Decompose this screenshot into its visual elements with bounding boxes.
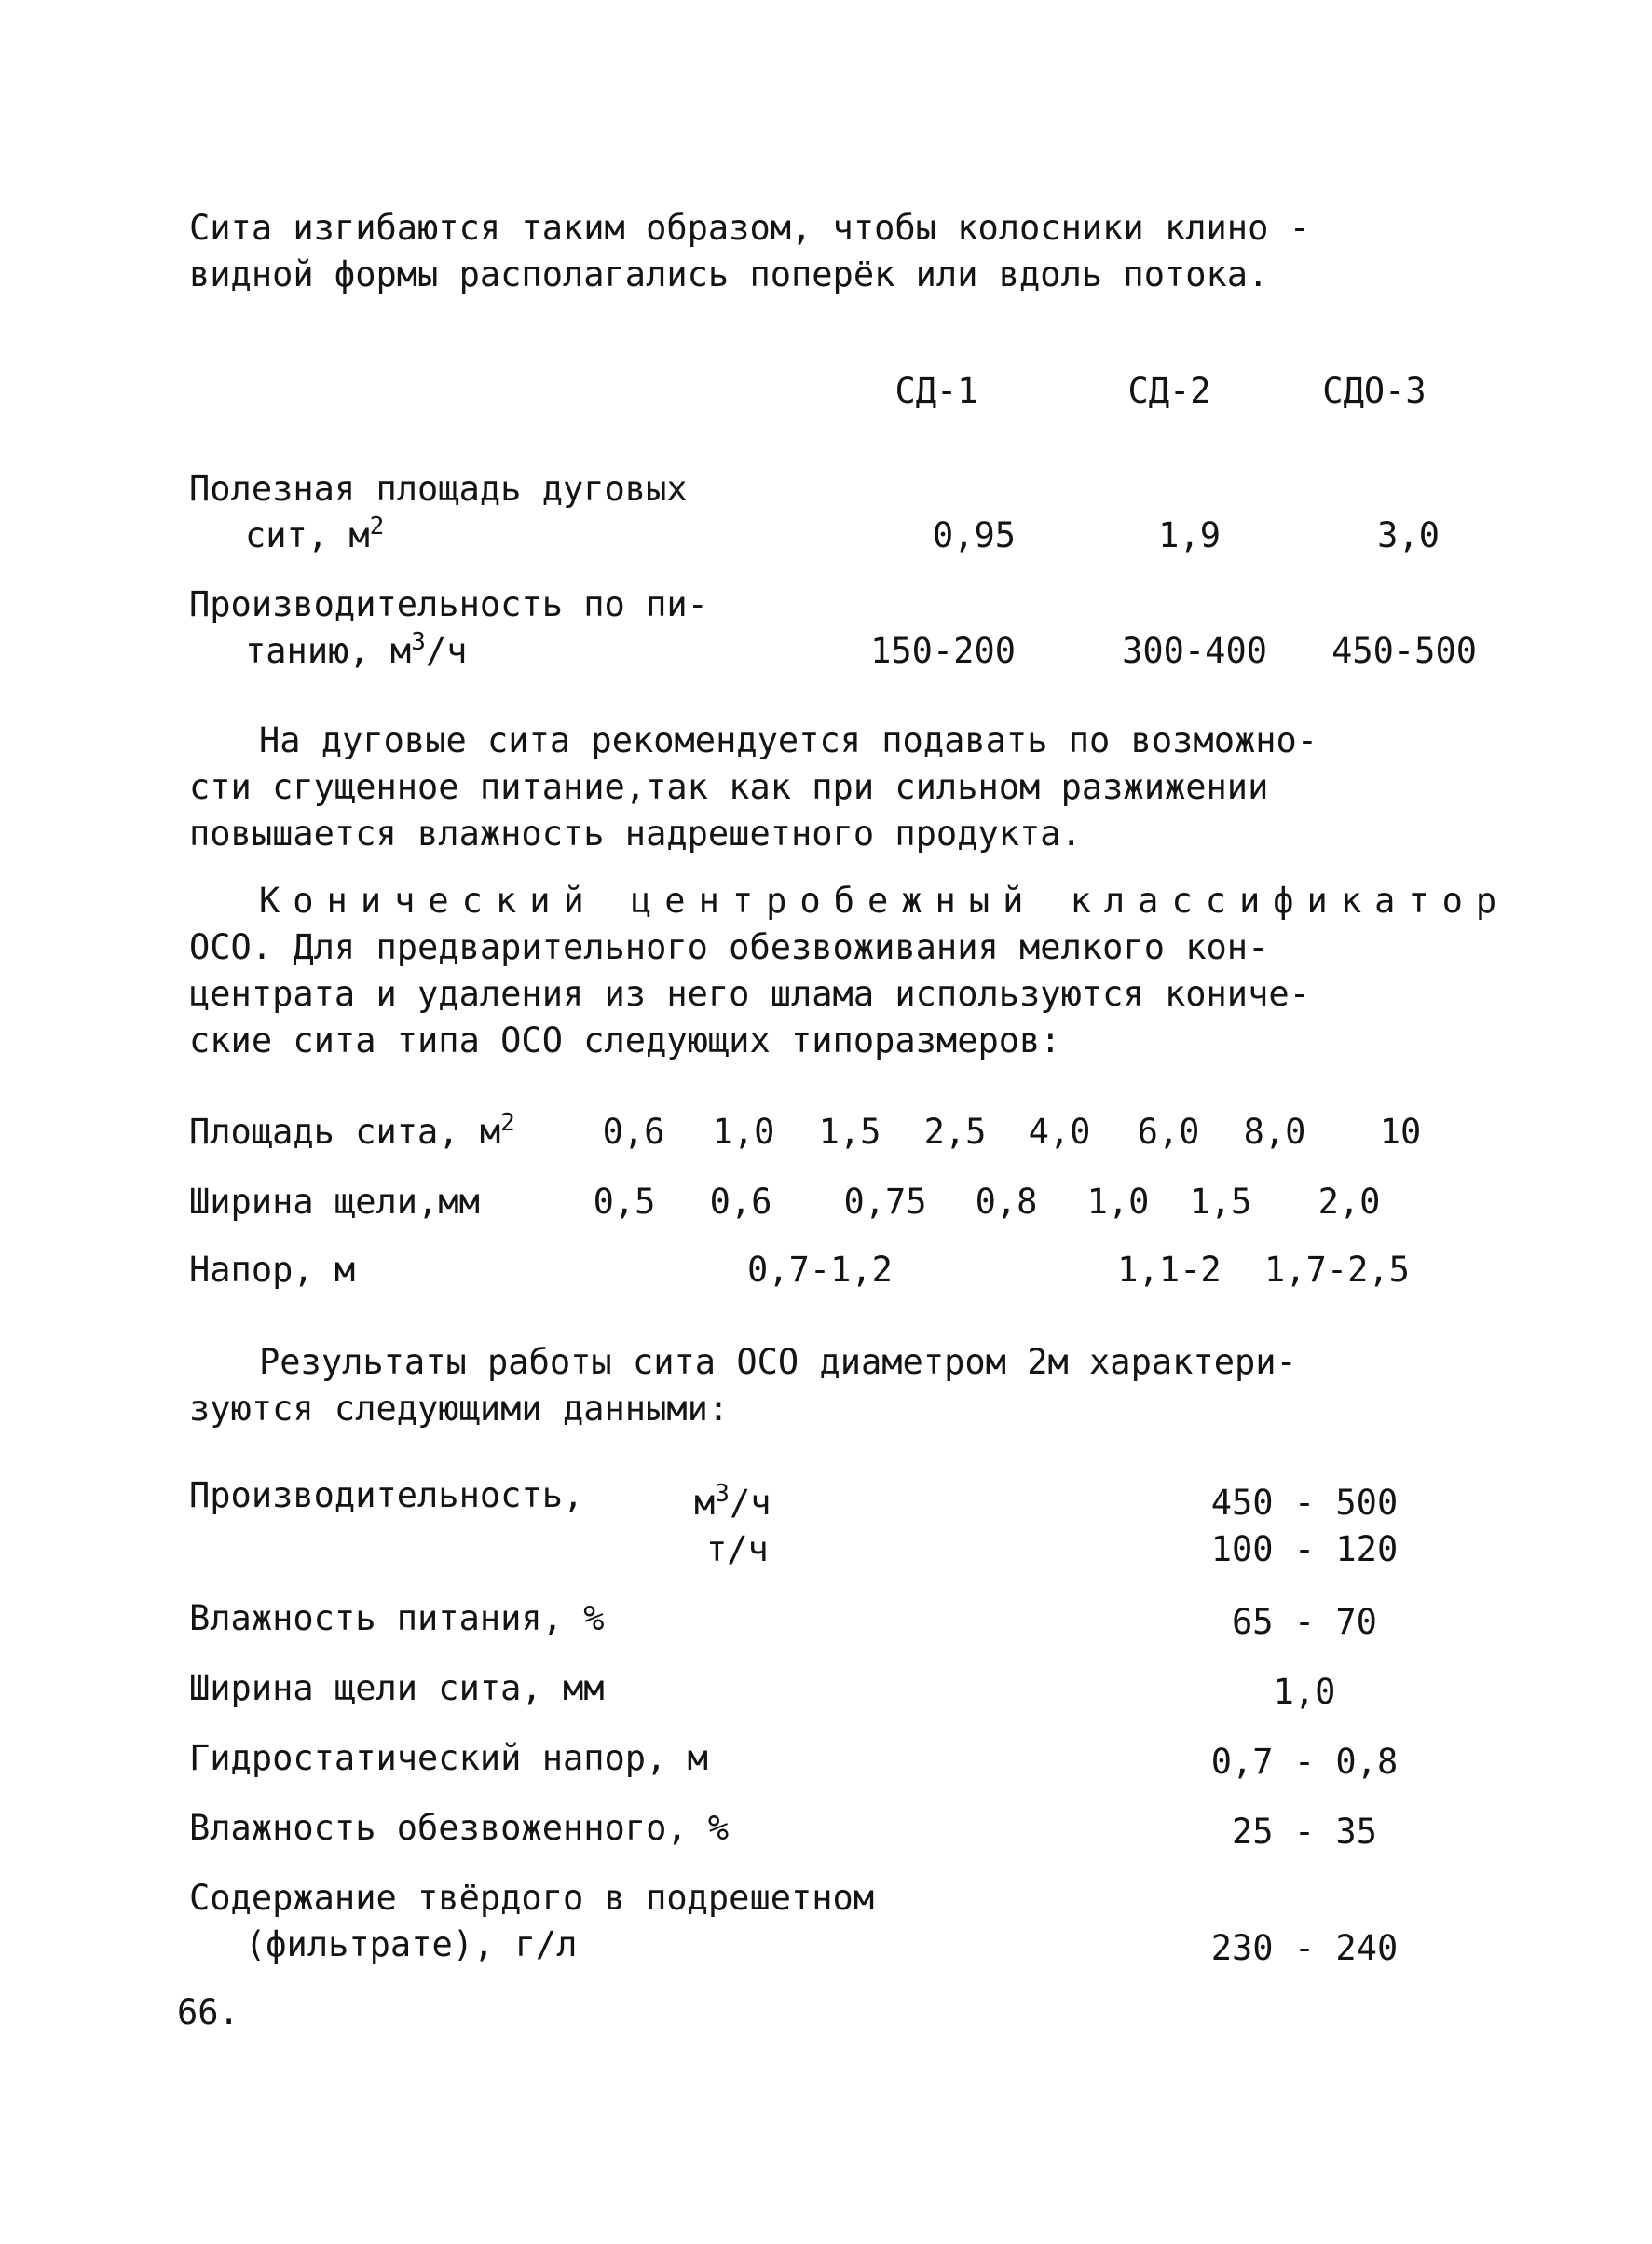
paragraph-line: На дуговые сита рекомендуется подавать по возможно- <box>259 720 1318 760</box>
row-label: Ширина щели,мм <box>189 1182 480 1222</box>
row-label: Влажность питания, % <box>189 1598 605 1638</box>
table-cell: 1,0 <box>712 1112 775 1152</box>
table-cell: 1,0 <box>1273 1672 1336 1712</box>
unit-superscript: 2 <box>369 513 385 540</box>
row-label: Производительность, <box>189 1475 584 1515</box>
paragraph-line: центрата и удаления из него шлама используются кониче- <box>189 974 1310 1014</box>
table-cell: 4,0 <box>1028 1112 1091 1152</box>
row-label: Напор, м <box>189 1250 356 1290</box>
unit-superscript: 2 <box>500 1109 515 1137</box>
row-label: Производительность по пи- <box>189 584 708 624</box>
table-cell: 230 - 240 <box>1210 1928 1399 1968</box>
intro-paragraph <box>189 205 1484 298</box>
table-cell: 1,5 <box>1189 1182 1252 1222</box>
row-label: Площадь сита, $м^2$ <box>189 1109 515 1152</box>
row-label: танию, $м^3/ч$ <box>245 628 468 671</box>
table-cell: 450 - 500 <box>1210 1483 1399 1523</box>
column-header: СДО-3 <box>1322 371 1427 411</box>
paragraph-line: повышается влажность надрешетного продукта. <box>189 814 1082 854</box>
intro-line: видной формы располагались поперёк или вдоль потока. <box>189 254 1269 294</box>
table-cell: 1,7-2,5 <box>1264 1250 1410 1290</box>
table-cell: 300-400 <box>1122 631 1267 671</box>
paragraph-line: зуются следующими данными: <box>189 1389 730 1429</box>
section-heading: Конический центробежный классификатор <box>259 881 1510 921</box>
table-cell: 65 - 70 <box>1232 1602 1377 1642</box>
row-label: Гидростатический напор, м <box>189 1738 708 1778</box>
paragraph-conical-classifier <box>189 878 1510 1064</box>
table-cell: 450-500 <box>1331 631 1477 671</box>
table-cell: 25 - 35 <box>1232 1812 1377 1852</box>
intro-line: Сита изгибаются таким образом, чтобы колосники клино - <box>189 208 1310 248</box>
paragraph-results <box>189 1339 1484 1432</box>
row-label: Ширина щели сита, мм <box>189 1668 605 1708</box>
paragraph-line: сти сгущенное питание,так как при сильном разжижении <box>189 767 1269 807</box>
paragraph-feed-recommendation <box>189 718 1484 857</box>
table-cell: 1,5 <box>818 1112 881 1152</box>
row-label: сит, $м^2$ <box>245 513 385 555</box>
row-label: Полезная площадь дуговых <box>189 469 688 509</box>
table-cell: 1,9 <box>1158 515 1221 555</box>
table-cell: 0,6 <box>709 1182 772 1222</box>
row-label: Влажность обезвоженного, % <box>189 1808 730 1848</box>
table-cell: 8,0 <box>1243 1112 1306 1152</box>
table-cell: 0,5 <box>593 1182 656 1222</box>
page-number: 66. <box>177 1992 239 2032</box>
table-cell: 2,0 <box>1318 1182 1381 1222</box>
row-label: (фильтрате), г/л <box>245 1924 578 1964</box>
column-header: СД-2 <box>1127 371 1211 411</box>
table-cell: 10 <box>1379 1112 1422 1152</box>
paragraph-line: Результаты работы сита ОСО диаметром 2м характери- <box>259 1342 1297 1382</box>
unit-label: $м^3/ч$ <box>694 1480 771 1523</box>
table-cell: 100 - 120 <box>1210 1529 1399 1569</box>
table-cell: 0,7-1,2 <box>747 1250 893 1290</box>
paragraph-line: ОСО. Для предварительного обезвоживания мелкого кон- <box>189 927 1269 967</box>
unit-superscript: 3 <box>715 1480 730 1508</box>
table-cell: 0,7 - 0,8 <box>1210 1742 1399 1782</box>
table-cell: 0,8 <box>975 1182 1038 1222</box>
table-cell: 0,75 <box>843 1182 927 1222</box>
table-cell: 0,95 <box>932 515 1016 555</box>
unit-superscript: 3 <box>411 628 426 656</box>
unit-label: т/ч <box>706 1529 769 1569</box>
table-cell: 6,0 <box>1137 1112 1200 1152</box>
table-cell: 1,0 <box>1086 1182 1150 1222</box>
table-cell: 3,0 <box>1377 515 1440 555</box>
table-cell: 0,6 <box>602 1112 665 1152</box>
table-cell: 2,5 <box>923 1112 987 1152</box>
row-label: Содержание твёрдого в подрешетном <box>189 1878 875 1918</box>
paragraph-line: ские сита типа ОСО следующих типоразмеров: <box>189 1020 1061 1060</box>
column-header: СД-1 <box>894 371 978 411</box>
table-cell: 1,1-2 <box>1117 1250 1222 1290</box>
table-cell: 150-200 <box>870 631 1016 671</box>
